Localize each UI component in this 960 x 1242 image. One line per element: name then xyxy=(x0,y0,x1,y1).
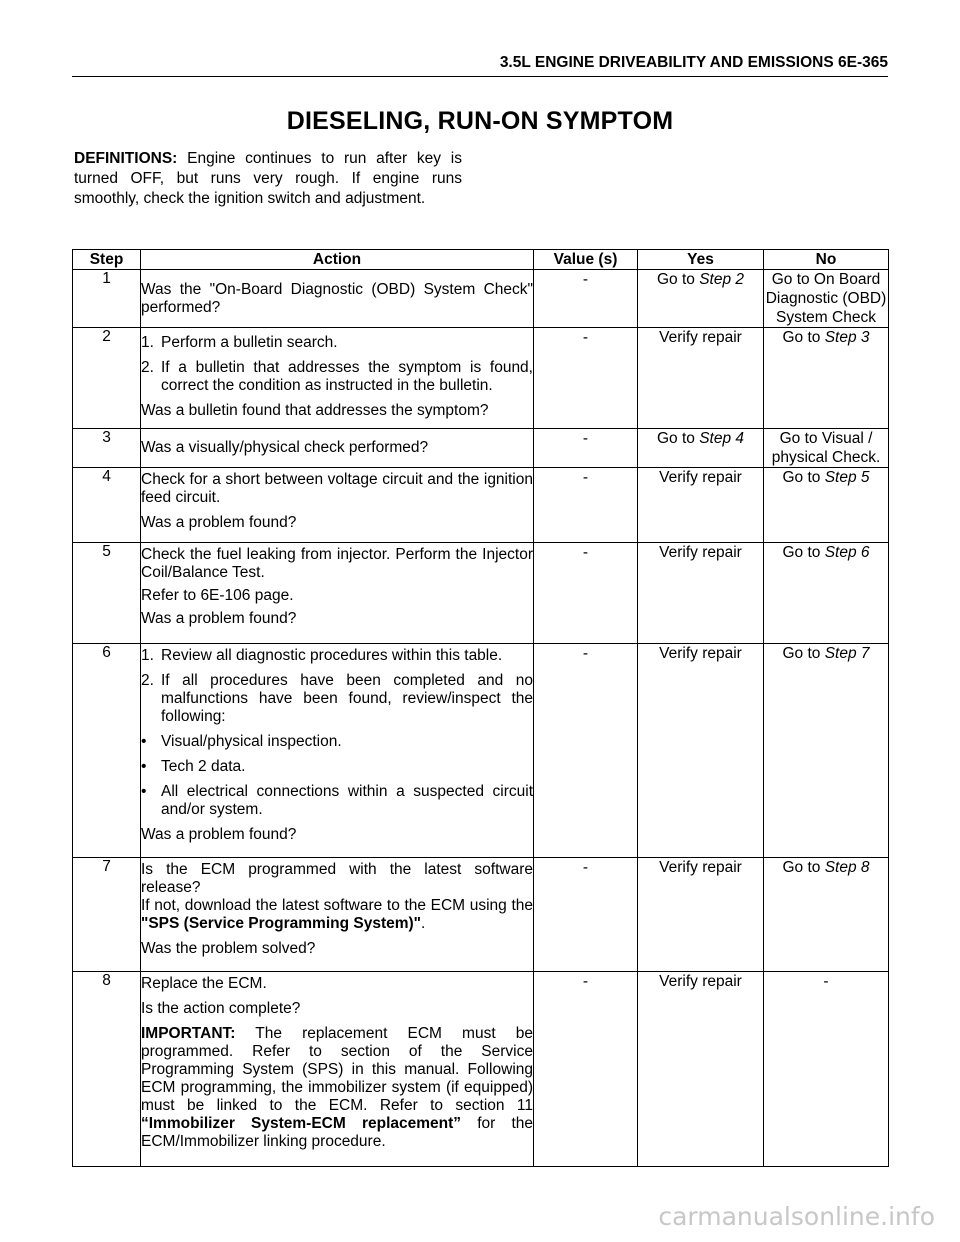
bullet-icon: • xyxy=(141,783,147,800)
page-title: DIESELING, RUN-ON SYMPTOM xyxy=(286,107,674,135)
value-cell: - xyxy=(534,543,638,644)
value-cell: - xyxy=(534,429,638,468)
no-text: Go to xyxy=(782,859,825,876)
action-question: Was the problem solved? xyxy=(141,940,316,957)
numbered-item: 2. If a bulletin that addresses the symptom is found, correct the condition as instructed in the bulletin. xyxy=(141,359,533,394)
yes-cell: Verify repair xyxy=(638,644,764,858)
step-number: 4 xyxy=(73,468,141,543)
value-cell: - xyxy=(534,644,638,858)
step-number: 5 xyxy=(73,543,141,644)
action-question: Was a problem found? xyxy=(141,514,297,531)
important-label: IMPORTANT: xyxy=(141,1025,236,1042)
action-text: Is the ECM programmed with the latest software release? xyxy=(141,861,533,896)
step-link[interactable]: Step 4 xyxy=(699,430,745,447)
yes-cell: Verify repair xyxy=(638,858,764,972)
step-link[interactable]: Step 3 xyxy=(824,329,870,346)
no-cell xyxy=(764,468,889,543)
table-row xyxy=(73,328,889,429)
no-cell xyxy=(764,644,889,858)
step-link[interactable]: Step 8 xyxy=(824,859,870,876)
diagnostic-table xyxy=(72,249,889,1167)
step-number: 7 xyxy=(73,858,141,972)
definitions xyxy=(74,149,462,209)
value-cell: - xyxy=(534,270,638,328)
no-cell xyxy=(764,328,889,429)
action-reference: Refer to 6E-106 page. xyxy=(141,587,294,604)
value-cell: - xyxy=(534,468,638,543)
no-cell xyxy=(764,858,889,972)
action-cell xyxy=(141,270,534,328)
table-row xyxy=(73,468,889,543)
bullet-icon: • xyxy=(141,758,147,775)
step-number: 6 xyxy=(73,644,141,858)
action-text: Check the fuel leaking from injector. Perform the Injector Coil/Balance Test. xyxy=(141,546,533,581)
yes-text: Go to xyxy=(656,271,700,288)
table-row xyxy=(73,644,889,858)
action-text: Was the "On-Board Diagnostic (OBD) System Check" performed? xyxy=(141,281,533,316)
numbered-item: 2. If all procedures have been completed and no malfunctions have been found, review/inspect the following: xyxy=(141,672,533,725)
value-cell: - xyxy=(534,972,638,1167)
action-question: Is the action complete? xyxy=(141,1000,301,1017)
value-cell: - xyxy=(534,328,638,429)
no-text: Go to xyxy=(782,544,825,561)
no-text: Go to xyxy=(782,645,825,662)
no-cell: Go to On Board Diagnostic (OBD) System Check xyxy=(764,270,889,328)
page-header: 3.5L ENGINE DRIVEABILITY AND EMISSIONS 6E-365 xyxy=(72,54,888,77)
no-text: Go to xyxy=(782,329,825,346)
step-link[interactable]: Step 2 xyxy=(699,271,745,288)
step-number: 2 xyxy=(73,328,141,429)
header-action: Action xyxy=(141,250,534,270)
action-cell xyxy=(141,543,534,644)
step-number: 3 xyxy=(73,429,141,468)
yes-cell: Verify repair xyxy=(638,543,764,644)
no-cell xyxy=(764,543,889,644)
action-cell xyxy=(141,644,534,858)
definitions-text: Engine continues to run after key is turned OFF, but runs very rough. If engine runs smoothly, check the ignition switch and adjustment. xyxy=(74,150,462,207)
yes-cell xyxy=(638,429,764,468)
action-question: Was a problem found? xyxy=(141,610,297,627)
header-value: Value (s) xyxy=(534,250,638,270)
header-step: Step xyxy=(73,250,141,270)
header-yes: Yes xyxy=(638,250,764,270)
table-row xyxy=(73,858,889,972)
numbered-item: 1. Perform a bulletin search. xyxy=(141,334,338,351)
step-link[interactable]: Step 7 xyxy=(824,645,870,662)
numbered-item: 1. Review all diagnostic procedures within this table. xyxy=(141,647,503,664)
action-cell xyxy=(141,429,534,468)
yes-cell: Verify repair xyxy=(638,468,764,543)
action-cell xyxy=(141,328,534,429)
table-row xyxy=(73,543,889,644)
bullet-item: • Tech 2 data. xyxy=(141,758,246,775)
watermark: carmanualsonline.info xyxy=(658,1202,935,1231)
action-question: Was a problem found? xyxy=(141,826,297,843)
action-text: Check for a short between voltage circuit and the ignition feed circuit. xyxy=(141,471,533,506)
bullet-item: • Visual/physical inspection. xyxy=(141,733,342,750)
bullet-icon: • xyxy=(141,733,147,750)
header-no: No xyxy=(764,250,889,270)
value-cell: - xyxy=(534,858,638,972)
table-row xyxy=(73,972,889,1167)
definitions-label: DEFINITIONS: xyxy=(74,150,178,167)
table-header-row xyxy=(73,250,889,270)
yes-cell xyxy=(638,270,764,328)
table-row xyxy=(73,429,889,468)
yes-text: Go to xyxy=(656,430,700,447)
no-cell: - xyxy=(764,972,889,1167)
step-number: 8 xyxy=(73,972,141,1167)
action-cell xyxy=(141,858,534,972)
action-text: Was a visually/physical check performed? xyxy=(141,439,429,456)
table-row xyxy=(73,270,889,328)
step-number: 1 xyxy=(73,270,141,328)
step-link[interactable]: Step 5 xyxy=(824,469,870,486)
step-link[interactable]: Step 6 xyxy=(824,544,870,561)
action-cell xyxy=(141,972,534,1167)
action-cell xyxy=(141,468,534,543)
yes-cell: Verify repair xyxy=(638,328,764,429)
important-note: IMPORTANT: The replacement ECM must be programmed. Refer to section of the Service Programming System (SPS) in this manual. Following ECM programming, the immobilizer system (if equipped) must be linked to the ECM. Refer to section 11 “Immobilizer System-ECM replacement” for the ECM/Immobilizer linking procedure. xyxy=(141,1025,533,1150)
bullet-item: • All electrical connections within a suspected circuit and/or system. xyxy=(141,783,533,818)
yes-cell: Verify repair xyxy=(638,972,764,1167)
no-text: Go to xyxy=(782,469,825,486)
action-question: Was a bulletin found that addresses the symptom? xyxy=(141,402,489,419)
action-text: If not, download the latest software to the ECM using the "SPS (Service Programming System)". xyxy=(141,897,533,932)
no-cell: Go to Visual / physical Check. xyxy=(764,429,889,468)
action-text: Replace the ECM. xyxy=(141,975,267,992)
